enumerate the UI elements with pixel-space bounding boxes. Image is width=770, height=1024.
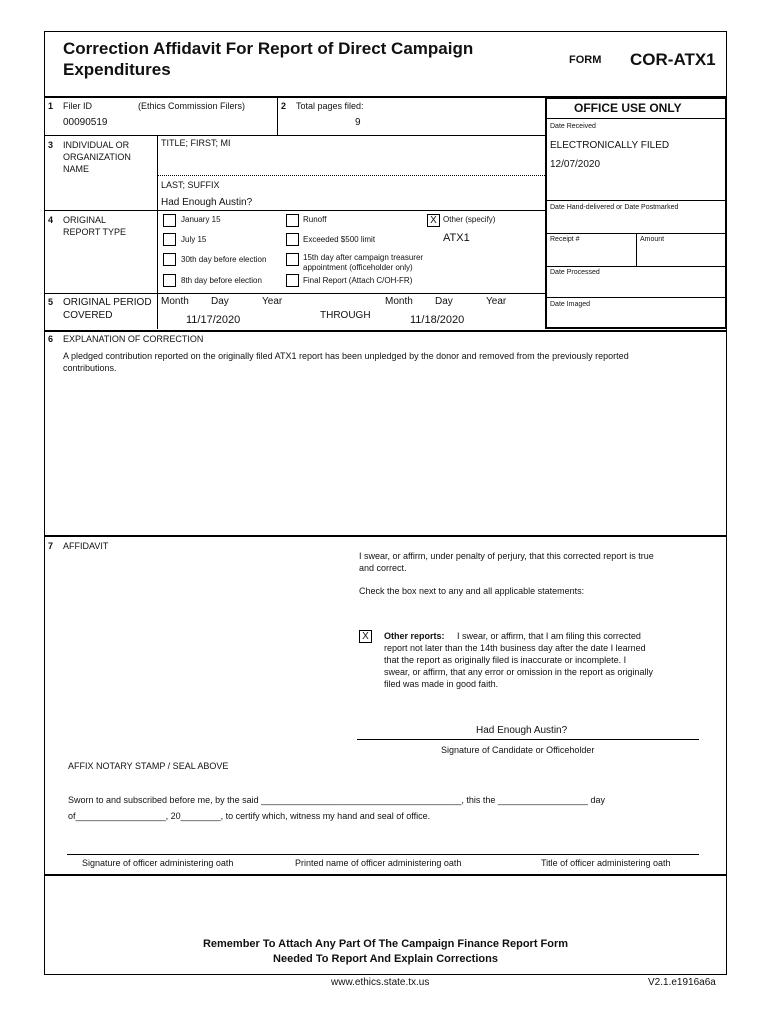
form-code: COR-ATX1 — [630, 50, 716, 69]
checkbox-january-15[interactable] — [163, 214, 176, 227]
filer-id-label: Filer ID — [63, 101, 92, 111]
explanation-label: EXPLANATION OF CORRECTION — [63, 334, 204, 344]
office-use-box — [545, 97, 727, 329]
last-suffix-label: LAST; SUFFIX — [161, 180, 220, 190]
checkbox-exceeded-500[interactable] — [286, 233, 299, 246]
sworn-text: Sworn to and subscribed before me, by the said ________________________________________, this the __________________ day of__________________, 20________, to certify which, witness my hand and seal of office. — [68, 795, 605, 821]
name-label: INDIVIDUAL OR ORGANIZATION NAME — [63, 140, 131, 174]
total-pages-value: 9 — [355, 117, 361, 128]
explanation-text: A pledged contribution reported on the originally filed ATX1 report has been unpledged by the donor and removed from the previously reported contributions. — [63, 351, 629, 373]
filer-id-value: 00090519 — [63, 117, 108, 128]
report-type-label: ORIGINAL REPORT TYPE — [63, 215, 127, 237]
version: V2.1.e1916a6a — [648, 977, 716, 988]
last-name-value: Had Enough Austin? — [161, 197, 253, 208]
checkbox-15th-day-after[interactable] — [286, 253, 299, 266]
filed-date: 12/07/2020 — [550, 159, 601, 170]
checkbox-runoff[interactable] — [286, 214, 299, 227]
candidate-signature-value: Had Enough Austin? — [476, 725, 568, 736]
total-pages-label: Total pages filed: — [296, 101, 364, 111]
other-reports-statement: Other reports: I swear, or affirm, that I am filing this corrected report not later than the 14th business day after the date I learned that the report as originally filed is inaccurate or incomplete. I swear, or affirm, that any error or omission in the report as originally filed was made in good faith. — [384, 631, 653, 689]
checkbox-final-report[interactable] — [286, 274, 299, 287]
period-from-value: 11/17/2020 — [186, 314, 241, 326]
title-first-label: TITLE; FIRST; MI — [161, 138, 231, 148]
remember-note: Remember To Attach Any Part Of The Campaign Finance Report Form Needed To Report And Explain Corrections — [202, 938, 569, 965]
checkbox-july-15[interactable] — [163, 233, 176, 246]
form-title: Correction Affidavit For Report of Direct Campaign Expenditures — [63, 39, 474, 79]
affidavit-label: AFFIDAVIT — [63, 541, 109, 551]
form-label: FORM — [569, 54, 602, 66]
office-use-title: OFFICE USE ONLY — [574, 101, 682, 115]
checkbox-30th-day[interactable] — [163, 253, 176, 266]
other-report-type-value: ATX1 — [443, 232, 470, 244]
period-to-value: 11/18/2020 — [410, 314, 465, 326]
website-link[interactable]: www.ethics.state.tx.us — [331, 977, 430, 988]
notary-stamp-label: AFFIX NOTARY STAMP / SEAL ABOVE — [68, 761, 229, 771]
electronically-filed: ELECTRONICALLY FILED — [550, 140, 670, 151]
filer-id-sub: (Ethics Commission Filers) — [138, 101, 246, 111]
swear-statement: I swear, or affirm, under penalty of perjury, that this corrected report is true and correct. — [359, 551, 654, 573]
checkbox-other[interactable]: X — [427, 214, 440, 227]
checkbox-other-reports[interactable]: X — [359, 630, 372, 643]
checkbox-8th-day[interactable] — [163, 274, 176, 287]
period-label: ORIGINAL PERIOD COVERED — [63, 297, 152, 321]
